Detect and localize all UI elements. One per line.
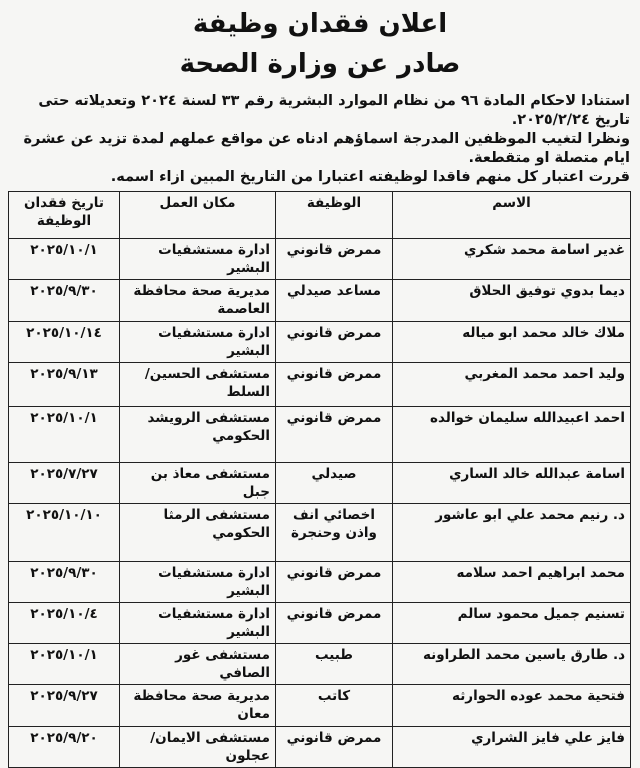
cell-date: ٢٠٢٥/١٠/١ <box>9 644 120 685</box>
table-row <box>9 407 631 463</box>
table-row <box>9 504 631 562</box>
header-place: مكان العمل <box>120 192 276 239</box>
cell-name: ملاك خالد محمد ابو مياله <box>393 322 631 363</box>
cell-job: ممرض قانوني <box>276 363 393 407</box>
table-header-row <box>9 192 631 239</box>
cell-job: ممرض قانوني <box>276 562 393 603</box>
table-row <box>9 685 631 727</box>
cell-name: غدير اسامة محمد شكري <box>393 239 631 280</box>
header-name: الاسم <box>393 192 631 239</box>
cell-place: مديرية صحة محافظة العاصمة <box>120 280 276 322</box>
cell-date: ٢٠٢٥/١٠/١ <box>9 239 120 280</box>
cell-job: كاتب <box>276 685 393 727</box>
table-row <box>9 322 631 363</box>
cell-name: وليد احمد محمد المغربي <box>393 363 631 407</box>
table-row <box>9 562 631 603</box>
cell-place: ادارة مستشفيات البشير <box>120 603 276 644</box>
intro-paragraph: قررت اعتبار كل منهم فاقدا لوظيفته اعتبارا من التاريخ المبين ازاء اسمه. <box>110 169 630 185</box>
announcement-subtitle: صادر عن وزارة الصحة <box>179 49 461 79</box>
cell-name: ديما بدوي توفيق الحلاق <box>393 280 631 322</box>
table-row <box>9 727 631 768</box>
announcement-title: اعلان فقدان وظيفة <box>192 9 448 39</box>
table-row <box>9 644 631 685</box>
cell-date: ٢٠٢٥/٩/٢٠ <box>9 727 120 768</box>
table-row <box>9 463 631 504</box>
cell-job: صيدلي <box>276 463 393 504</box>
cell-place: مستشفى الرمثا الحكومي <box>120 504 276 562</box>
cell-name: اسامة عبدالله خالد الساري <box>393 463 631 504</box>
cell-place: ادارة مستشفيات البشير <box>120 239 276 280</box>
cell-date: ٢٠٢٥/١٠/١٤ <box>9 322 120 363</box>
cell-place: ادارة مستشفيات البشير <box>120 322 276 363</box>
cell-place: مستشفى الحسين/ السلط <box>120 363 276 407</box>
cell-place: مستشفى غور الصافي <box>120 644 276 685</box>
table-row <box>9 603 631 644</box>
cell-name: د. طارق ياسين محمد الطراونه <box>393 644 631 685</box>
cell-place: مستشفى الايمان/ عجلون <box>120 727 276 768</box>
cell-date: ٢٠٢٥/٩/٣٠ <box>9 280 120 322</box>
header-date: تاريخ فقدان الوظيفة <box>9 192 120 239</box>
cell-job: ممرض قانوني <box>276 322 393 363</box>
announcement-intro <box>10 92 630 187</box>
cell-date: ٢٠٢٥/١٠/١ <box>9 407 120 463</box>
cell-job: اخصائي انف واذن وحنجرة <box>276 504 393 562</box>
cell-place: مستشفى الرويشد الحكومي <box>120 407 276 463</box>
cell-name: فتحية محمد عوده الحوارثه <box>393 685 631 727</box>
cell-job: ممرض قانوني <box>276 727 393 768</box>
cell-place: مديرية صحة محافظة معان <box>120 685 276 727</box>
cell-date: ٢٠٢٥/٧/٢٧ <box>9 463 120 504</box>
cell-date: ٢٠٢٥/٩/٢٧ <box>9 685 120 727</box>
table-row <box>9 239 631 280</box>
cell-name: احمد اعبيدالله سليمان خوالده <box>393 407 631 463</box>
cell-name: د. رنيم محمد علي ابو عاشور <box>393 504 631 562</box>
cell-name: فايز علي فايز الشراري <box>393 727 631 768</box>
intro-paragraph: استنادا لاحكام المادة ٩٦ من نظام الموارد البشرية رقم ٣٣ لسنة ٢٠٢٤ وتعديلاته حتى تاريخ ٢٠٢٥/٢/٢٤. <box>38 93 630 128</box>
cell-job: طبيب <box>276 644 393 685</box>
table-row <box>9 280 631 322</box>
cell-date: ٢٠٢٥/١٠/٤ <box>9 603 120 644</box>
cell-date: ٢٠٢٥/٩/١٣ <box>9 363 120 407</box>
cell-job: مساعد صيدلي <box>276 280 393 322</box>
intro-paragraph: ونظرا لتغيب الموظفين المدرجة اسماؤهم ادناه عن مواقع عملهم لمدة تزيد عن عشرة ايام متصلة او متقطعة. <box>23 131 630 166</box>
cell-job: ممرض قانوني <box>276 239 393 280</box>
cell-name: تسنيم جميل محمود سالم <box>393 603 631 644</box>
cell-place: مستشفى معاذ بن جبل <box>120 463 276 504</box>
employees-table <box>8 191 631 768</box>
cell-name: محمد ابراهيم احمد سلامه <box>393 562 631 603</box>
table-row <box>9 363 631 407</box>
cell-job: ممرض قانوني <box>276 603 393 644</box>
cell-date: ٢٠٢٥/١٠/١٠ <box>9 504 120 562</box>
cell-job: ممرض قانوني <box>276 407 393 463</box>
cell-date: ٢٠٢٥/٩/٣٠ <box>9 562 120 603</box>
header-job: الوظيفة <box>276 192 393 239</box>
cell-place: ادارة مستشفيات البشير <box>120 562 276 603</box>
